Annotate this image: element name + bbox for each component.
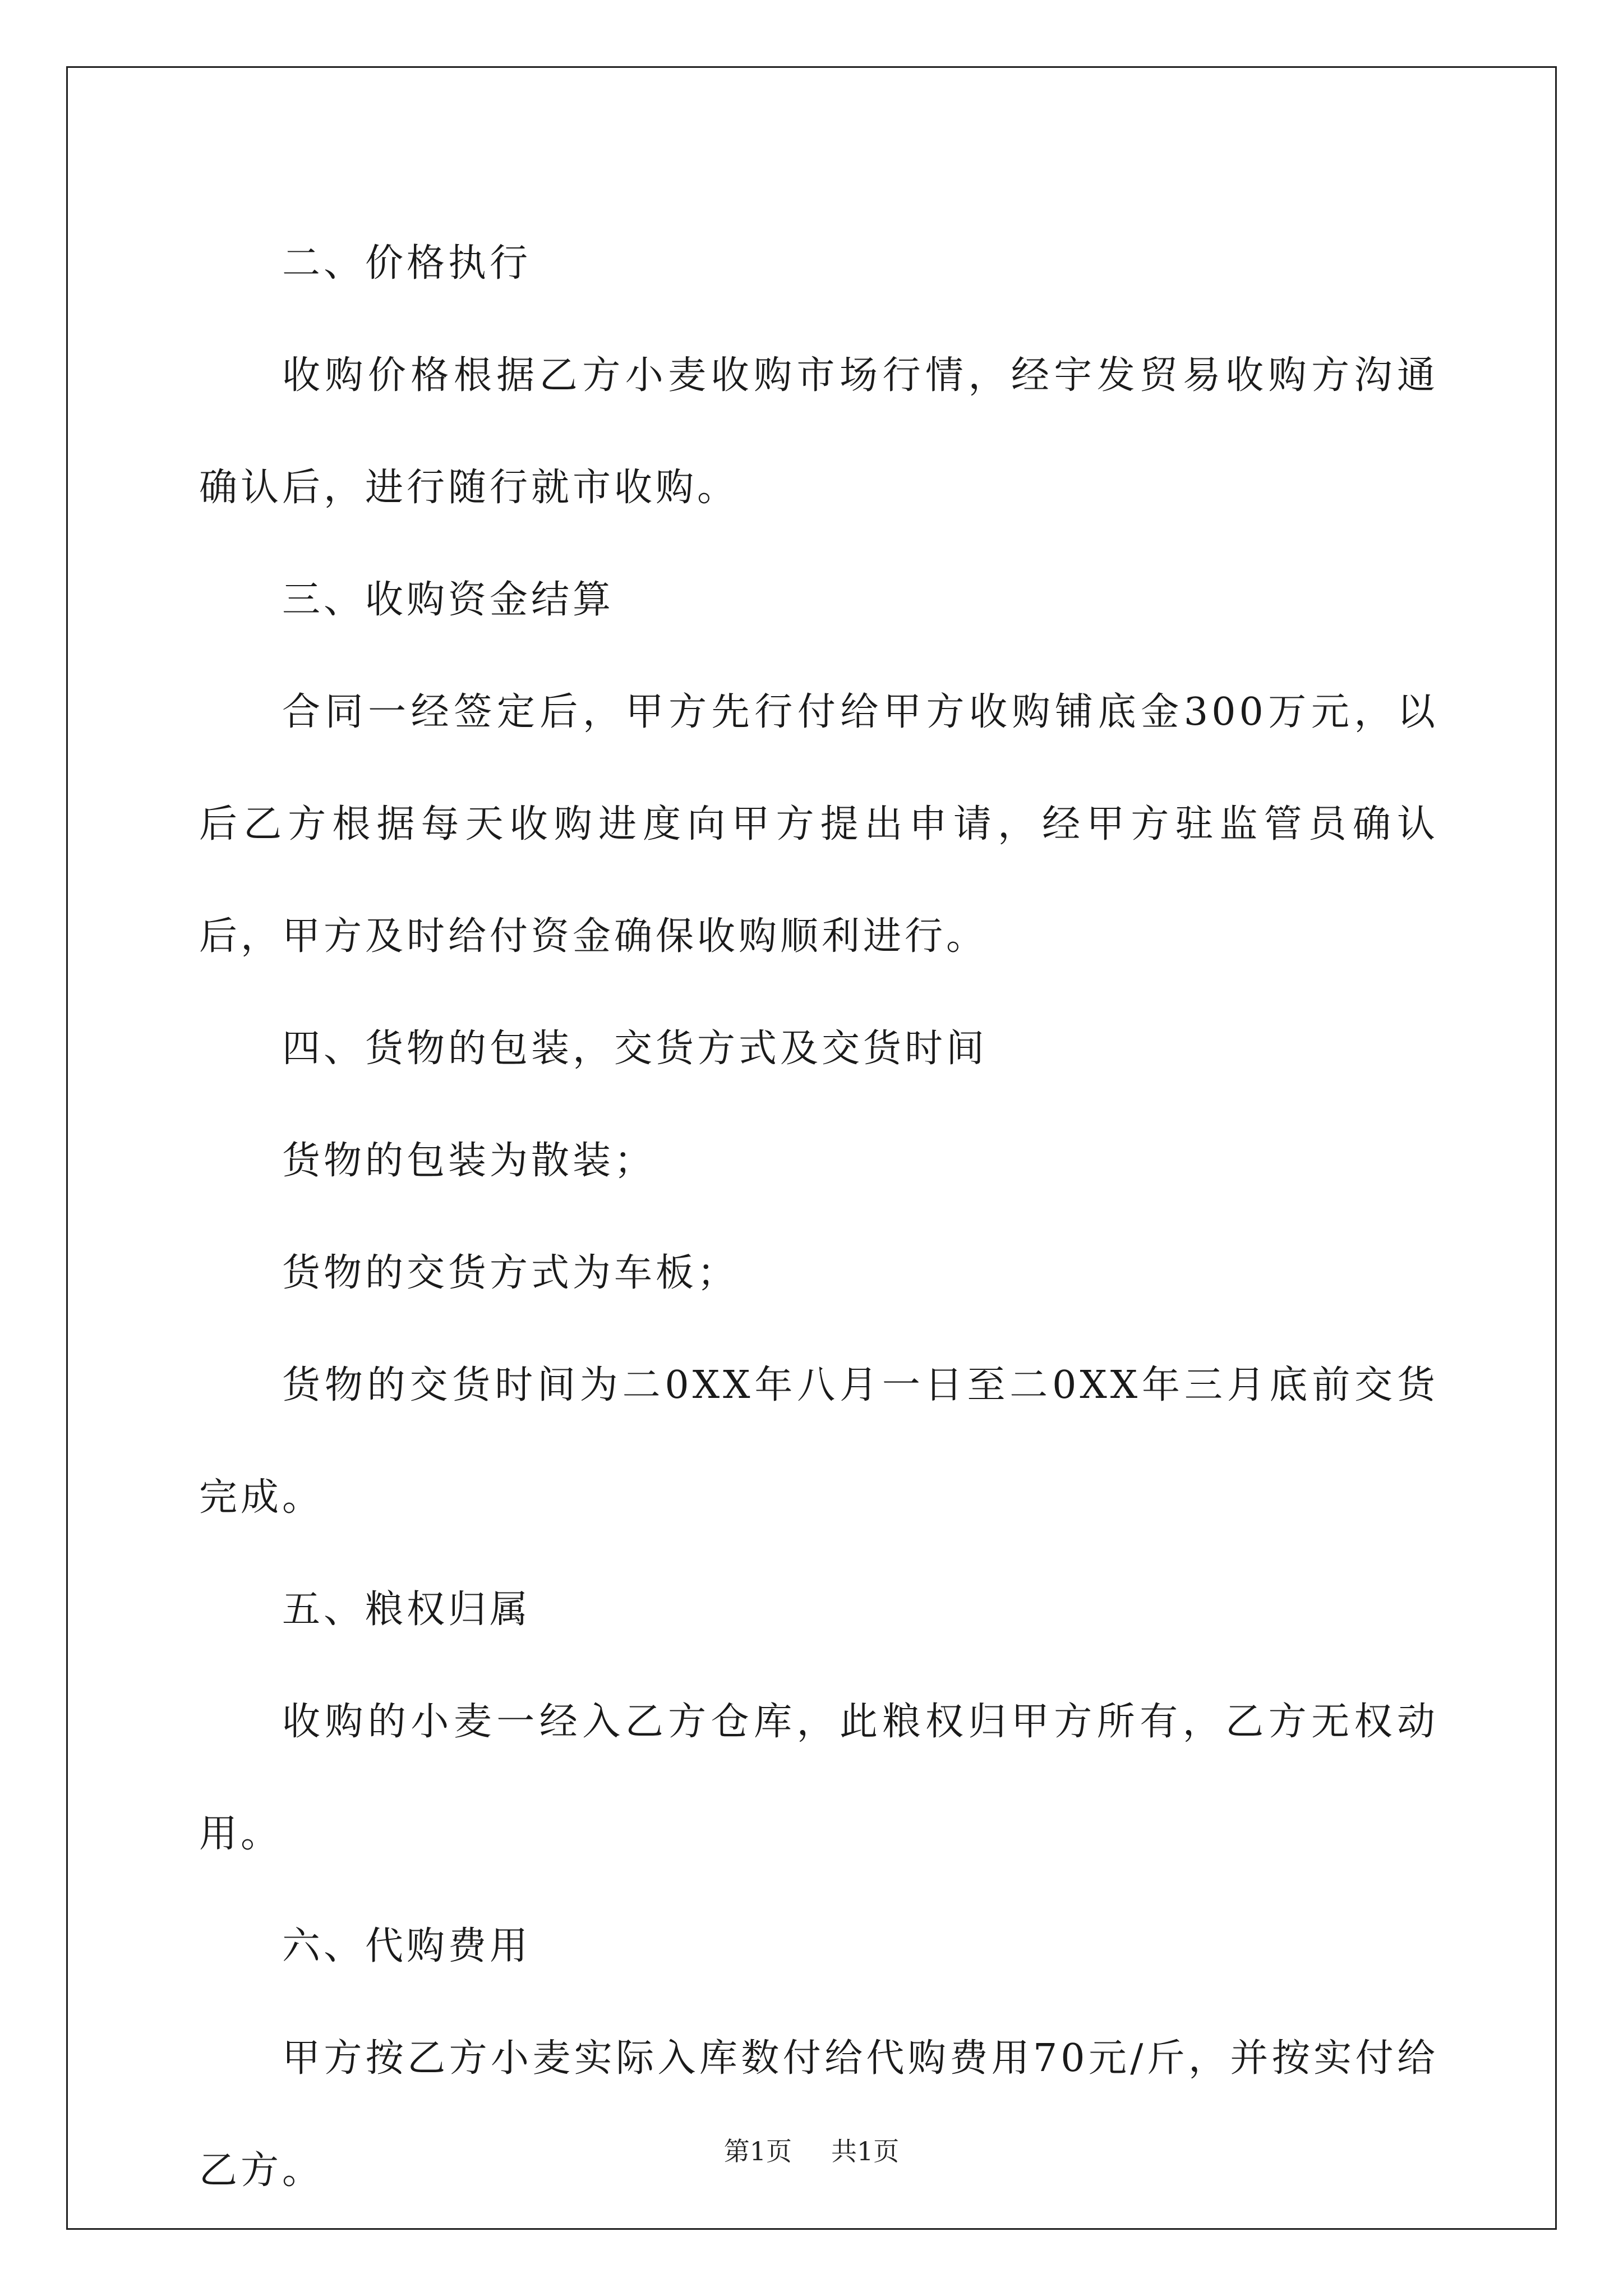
section-heading-settlement: 三、收购资金结算 xyxy=(282,578,615,622)
paragraph-ownership: 收购的小麦一经入乙方仓库，此粮权归甲方所有，乙方无权动用。 xyxy=(199,1700,1438,1856)
paragraph-settlement-terms: 合同一经签定后，甲方先行付给甲方收购铺底金300万元，以后乙方根据每天收购进度向甲方提出申请，经甲方驻监管员确认后，甲方及时给付资金确保收购顺利进行。 xyxy=(199,690,1438,959)
paragraph-fees: 甲方按乙方小麦实际入库数付给代购费用70元/斤，并按实付给乙方。 xyxy=(199,2036,1438,2193)
section-heading-ownership: 五、粮权归属 xyxy=(282,1588,532,1632)
page-footer xyxy=(0,2134,1623,2168)
section-heading-fees: 六、代购费用 xyxy=(282,1924,532,1968)
page-number: 第1页 xyxy=(723,2136,792,2166)
paragraph-delivery-time: 货物的交货时间为二0XX年八月一日至二0XX年三月底前交货完成。 xyxy=(199,1363,1438,1520)
section-heading-packaging-delivery: 四、货物的包装，交货方式及交货时间 xyxy=(282,1027,988,1071)
page-total: 共1页 xyxy=(831,2136,900,2166)
section-heading-price: 二、价格执行 xyxy=(282,241,532,286)
paragraph-packaging: 货物的包装为散装； xyxy=(282,1139,656,1183)
paragraph-delivery-method: 货物的交货方式为车板； xyxy=(282,1251,739,1295)
paragraph-price-terms: 收购价格根据乙方小麦收购市场行情，经宇发贸易收购方沟通确认后，进行随行就市收购。 xyxy=(199,353,1438,510)
document-body xyxy=(199,208,1438,2227)
